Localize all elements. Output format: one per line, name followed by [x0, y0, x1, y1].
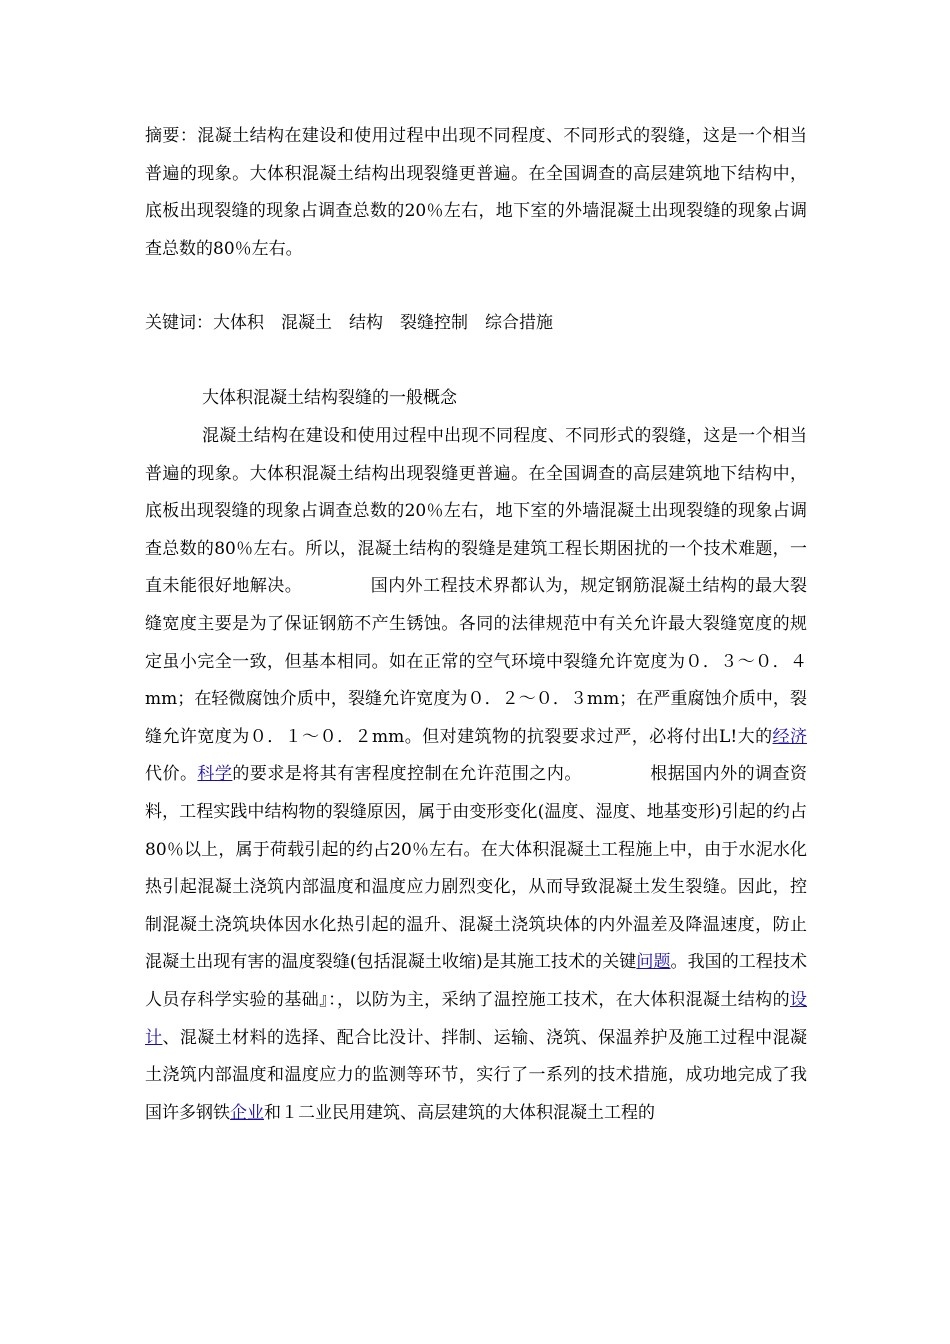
link-science[interactable]: 科学	[197, 764, 233, 785]
link-design[interactable]: 设计	[145, 989, 807, 1048]
abstract-paragraph: 摘要：混凝土结构在建设和使用过程中出现不同程度、不同形式的裂缝，这是一个相当普遍的现象。大体积混凝土结构出现裂缝更普遍。在全国调查的高层建筑地下结构中，底板出现裂缝的现象占调查总数的20％左右，地下室的外墙混凝土出现裂缝的现象占调查总数的80％左右。	[145, 126, 807, 259]
body-text: 混凝土结构在建设和使用过程中出现不同程度、不同形式的裂缝，这是一个相当普遍的现象。大体积混凝土结构出现裂缝更普遍。在全国调查的高层建筑地下结构中，底板出现裂缝的现象占调查总数的20％左右，地下室的外墙混凝土出现裂缝的现象占调查总数的80％左右。所以，混凝土结构的裂缝是建筑工程长期困扰的一个技术难题，一直未能很好地解决。	[145, 426, 807, 597]
link-problem[interactable]: 问题	[636, 952, 671, 973]
body-text: 和１二业民用建筑、高层建筑的大体积混凝土工程的	[264, 1102, 655, 1123]
body-text: 代价。	[145, 764, 198, 785]
link-enterprise[interactable]: 企业	[230, 1102, 264, 1123]
body-text: 、混凝土材料的选择、配合比没计、拌制、运输、浇筑、保温养护及施工过程中混凝土浇筑内部温度和温度应力的监测等环节，实行了一系列的技术措施，成功地完成了我国许多钢铁	[145, 1027, 808, 1123]
body-text: 根据国内外的调查资料，工程实践中结构物的裂缝原因，属于由变形变化(温度、湿度、地基变形)引起的约占80％以上，属于荷载引起的约占20％左右。在大体积混凝土工程施上中，由于水泥水化热引起混凝土浇筑内部温度和温度应力剧烈变化，从而导致混凝土发生裂缝。因此，控制混凝土浇筑块体因水化热引起的温升、混凝土浇筑块体的内外温差及降温速度，防止混凝土出现有害的温度裂缝(包括混凝土收缩)是其施工技术的关键	[145, 764, 808, 973]
link-economy[interactable]: 经济	[772, 726, 808, 747]
body-paragraph	[145, 418, 807, 1132]
body-text: 。我国的工程技术人员存科学实验的基础』：，以防为主，采纳了温控施工技术，在大体积混凝土结构的	[145, 952, 808, 1010]
body-text: 国内外工程技术界都认为，规定钢筋混凝土结构的最大裂缝宽度主要是为了保证钢筋不产生锈蚀。各同的法律规范中有关允许最大裂缝宽度的规定虽小完全一致，但基本相同。如在正常的空气环境中裂缝允许宽度为０．３～０．４mm；在轻微腐蚀介质中，裂缝允许宽度为０．２～０．３mm；在严重腐蚀介质中，裂缝允许宽度为０．１～０．２mm。但对建筑物的抗裂要求过严，必将付出L!大的	[145, 576, 808, 747]
section-title: 大体积混凝土结构裂缝的一般概念	[202, 388, 457, 408]
body-text: 的要求是将其有害程度控制在允许范围之内。	[232, 764, 582, 785]
keywords-line: 关键词：大体积 混凝土 结构 裂缝控制 综合措施	[145, 313, 553, 333]
